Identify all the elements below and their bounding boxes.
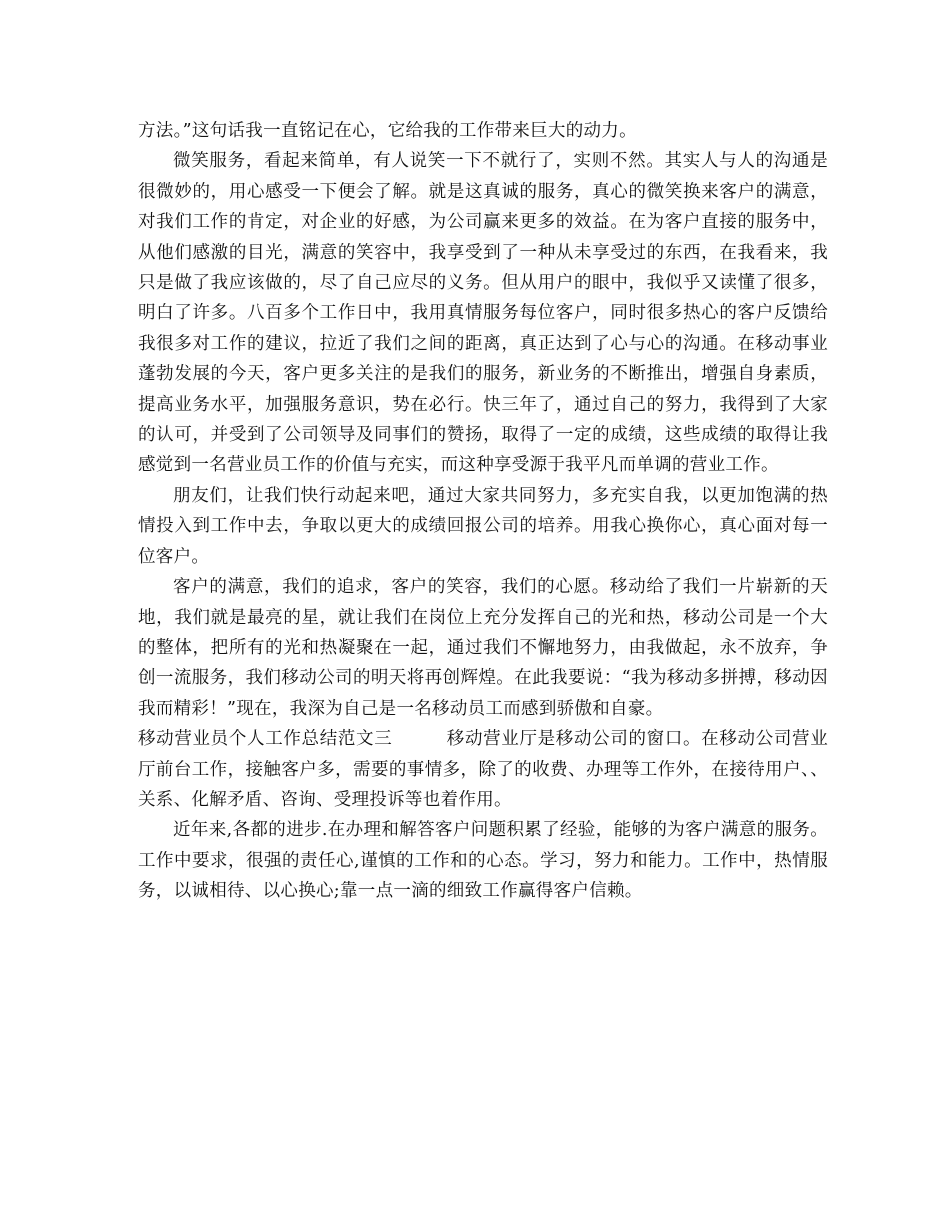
- paragraph-closing: 近年来,各都的进步.在办理和解答客户问题积累了经验，能够的为客户满意的服务。工作中要求，很强的责任心,谨慎的工作和的心态。学习，努力和能力。工作中，热情服务，以诚相待、以心换心;靠一点一滴的细致工作赢得客户信赖。: [138, 820, 828, 902]
- section-three: [138, 724, 828, 815]
- section-heading: 移动营业员个人工作总结范文三: [138, 729, 393, 750]
- paragraph-smile-service: 微笑服务，看起来简单，有人说笑一下不就行了，实则不然。其实人与人的沟通是很微妙的，用心感受一下便会了解。就是这真诚的服务，真心的微笑换来客户的满意，对我们工作的肯定，对企业的好感，为公司赢来更多的效益。在为客户直接的服务中，从他们感激的目光，满意的笑容中，我享受到了一种从未享受过的东西，在我看来，我只是做了我应该做的，尽了自己应尽的义务。但从用户的眼中，我似乎又读懂了很多，明白了许多。八百多个工作日中，我用真情服务每位客户，同时很多热心的客户反馈给我很多对工作的建议，拉近了我们之间的距离，真正达到了心与心的沟通。在移动事业蓬勃发展的今天，客户更多关注的是我们的服务，新业务的不断推出，增强自身素质，提高业务水平，加强服务意识，势在必行。快三年了，通过自己的努力，我得到了大家的认可，并受到了公司领导及同事们的赞扬，取得了一定的成绩，这些成绩的取得让我感觉到一名营业员工作的价值与充实，而这种享受源于我平凡而单调的营业工作。: [138, 151, 828, 476]
- section-intro: 移动营业厅是移动公司的窗口。在移动公司营业厅前台工作，接触客户多，需要的事情多，除了的收费、办理等工作外，在接待用户、、关系、化解矛盾、咨询、受理投诉等也着作用。: [138, 729, 828, 810]
- paragraph-customer-satisfaction: 客户的满意，我们的追求，客户的笑容，我们的心愿。移动给了我们一片崭新的天地，我们就是最亮的星，就让我们在岗位上充分发挥自己的光和热，移动公司是一个大的整体，把所有的光和热凝聚在一起，通过我们不懈地努力，由我做起，永不放弃，争创一流服务，我们移动公司的明天将再创辉煌。在此我要说：“我为移动多拼搏，移动因我而精彩！”现在，我深为自己是一名移动员工而感到骄傲和自豪。: [138, 577, 828, 719]
- paragraph-opening: 方法。”这句话我一直铭记在心，它给我的工作带来巨大的动力。: [138, 121, 637, 141]
- paragraph-friends: 朋友们，让我们快行动起来吧，通过大家共同努力，多充实自我，以更加饱满的热情投入到工作中去，争取以更大的成绩回报公司的培养。用我心换你心，真心面对每一位客户。: [138, 485, 828, 567]
